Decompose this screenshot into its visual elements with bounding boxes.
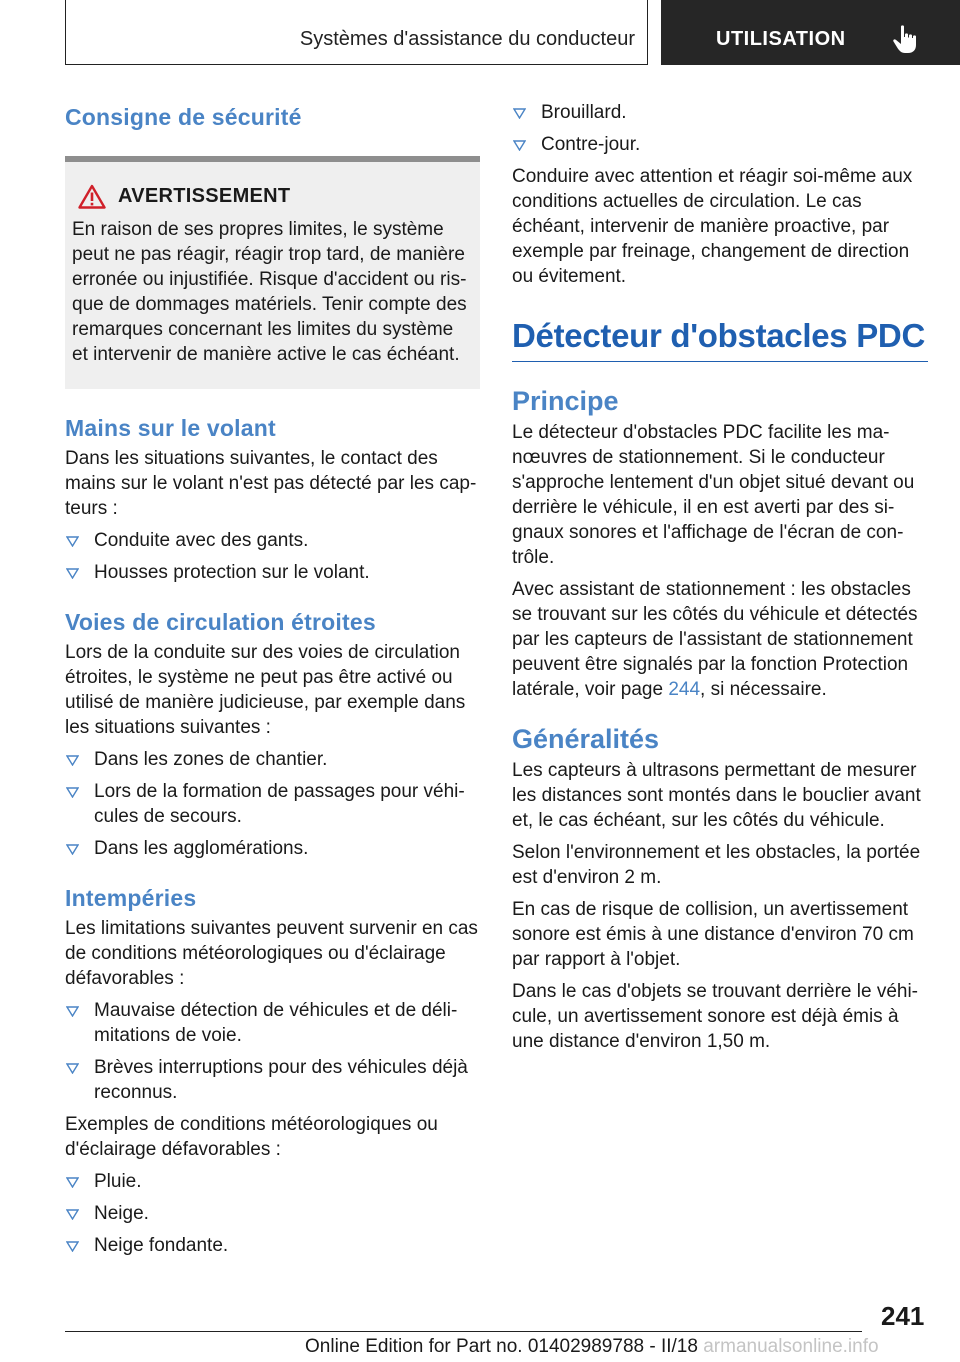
hand-pointer-icon: [892, 24, 920, 54]
footer-rule: [65, 1331, 862, 1332]
lanes-heading: Voies de circulation étroites: [65, 609, 376, 635]
bullet-triangle-icon: [66, 1006, 79, 1017]
bullet-triangle-icon: [66, 1209, 79, 1220]
page-reference-link[interactable]: 244: [668, 679, 701, 700]
warning-triangle-icon: [78, 184, 106, 209]
bullet-triangle-icon: [66, 568, 79, 579]
hands-heading: Mains sur le volant: [65, 415, 276, 441]
weather-continued-list: [512, 100, 928, 157]
general-text-2: Selon l'environnement et les obstacles, la portée est d'environ 2 m.: [512, 842, 921, 888]
header-chapter-box: [661, 0, 960, 65]
header-title: Systèmes d'assistance du conducteur: [299, 28, 635, 50]
lanes-list: [65, 747, 480, 861]
pdc-chapter-heading: Détecteur d'obstacles PDC: [512, 317, 928, 362]
lanes-text: Lors de la conduite sur des voies de circulation étroites, le système ne peut pas être activé ou utilisé de manière judicieuse, par exemple dans les situations suivantes :: [65, 642, 466, 738]
general-text-3: En cas de risque de collision, un avertissement sonore est émis à une distance d'environ 70 cm par rapport à l'objet.: [512, 899, 914, 970]
list-item: Lors de la formation de passages pour véhicules de secours.: [65, 779, 480, 829]
bullet-triangle-icon: [66, 844, 79, 855]
weather-examples-text: Exemples de conditions météorologiques ou d'éclairage défavorables :: [65, 1114, 438, 1160]
list-item: Brèves interruptions pour des véhicules déjà reconnus.: [65, 1055, 480, 1105]
list-item: Dans les agglomérations.: [65, 836, 480, 861]
list-item: Dans les zones de chantier.: [65, 747, 480, 772]
list-item: Neige fondante.: [65, 1233, 480, 1258]
bullet-triangle-icon: [66, 1177, 79, 1188]
footer-edition: Online Edition for Part no. 01402989788 - II/18 armanualsonline.info: [305, 1336, 879, 1357]
page-number: 241: [881, 1301, 925, 1331]
bullet-triangle-icon: [66, 787, 79, 798]
general-heading: Généralités: [512, 724, 660, 754]
list-item: Pluie.: [65, 1169, 480, 1194]
bullet-triangle-icon: [66, 1241, 79, 1252]
list-item: Contre-jour.: [512, 132, 928, 157]
header-title-box: [65, 0, 648, 65]
safety-heading: Consigne de sécurité: [65, 104, 302, 130]
bullet-triangle-icon: [66, 536, 79, 547]
left-column: [65, 96, 480, 1258]
principle-heading: Principe: [512, 386, 619, 416]
hands-text: Dans les situations suivantes, le contact des mains sur le volant n'est pas détecté par les capteurs :: [65, 448, 477, 519]
hands-list: [65, 528, 480, 585]
bullet-triangle-icon: [513, 108, 526, 119]
weather-heading: Intempéries: [65, 885, 197, 911]
warning-title: AVERTISSEMENT: [118, 185, 291, 207]
weather-examples-list: [65, 1169, 480, 1258]
general-text-4: Dans le cas d'objets se trouvant derrière le véhicule, un avertissement sonore est déjà émis à une distance d'environ 1,50 m.: [512, 981, 918, 1052]
list-item: Neige.: [65, 1201, 480, 1226]
weather-list: [65, 998, 480, 1105]
watermark: armanualsonline.info: [703, 1336, 879, 1357]
warning-text: En raison de ses propres limites, le système peut ne pas réagir, réagir trop tard, de manière erronée ou injustifiée. Risque d'accident ou risque de dommages matériels. Tenir compte des remarques concernant les limites du système et intervenir de manière active le cas échéant.: [72, 219, 467, 365]
warning-box: [65, 156, 480, 389]
list-item: Housses protection sur le volant.: [65, 560, 480, 585]
bullet-triangle-icon: [66, 1063, 79, 1074]
right-column: [512, 96, 928, 1054]
weather-text: Les limitations suivantes peuvent survenir en cas de conditions météorologiques ou d'éclairage défavorables :: [65, 918, 478, 989]
list-item: Brouillard.: [512, 100, 928, 125]
header-chapter: UTILISATION: [716, 28, 846, 50]
general-text-1: Les capteurs à ultrasons permettant de mesurer les distances sont montés dans le bouclier avant et, le cas échéant, sur les côtés du véhicule.: [512, 760, 921, 831]
bullet-triangle-icon: [66, 755, 79, 766]
list-item: Mauvaise détection de véhicules et de délimitations de voie.: [65, 998, 480, 1048]
attention-text: Conduire avec attention et réagir soi-même aux conditions actuelles de circulation. Le cas échéant, intervenir de manière proactive, par exemple par freinage, changement de direction ou évitement.: [512, 166, 913, 287]
principle-text: Le détecteur d'obstacles PDC facilite les manœuvres de stationnement. Si le conducteur s'approche lentement d'un objet situé devant ou derrière le véhicule, il en est averti par des signaux sonores et l'affichage de l'écran de contrôle.: [512, 422, 915, 568]
list-item: Conduite avec des gants.: [65, 528, 480, 553]
principle-text-assistant: Avec assistant de stationnement : les obstacles se trouvant sur les côtés du véhicule et détectés par les capteurs de l'assistant de stationnement peuvent être signalés par la fonction Protection latérale, voir page 244, si nécessaire.: [512, 579, 918, 700]
bullet-triangle-icon: [513, 140, 526, 151]
